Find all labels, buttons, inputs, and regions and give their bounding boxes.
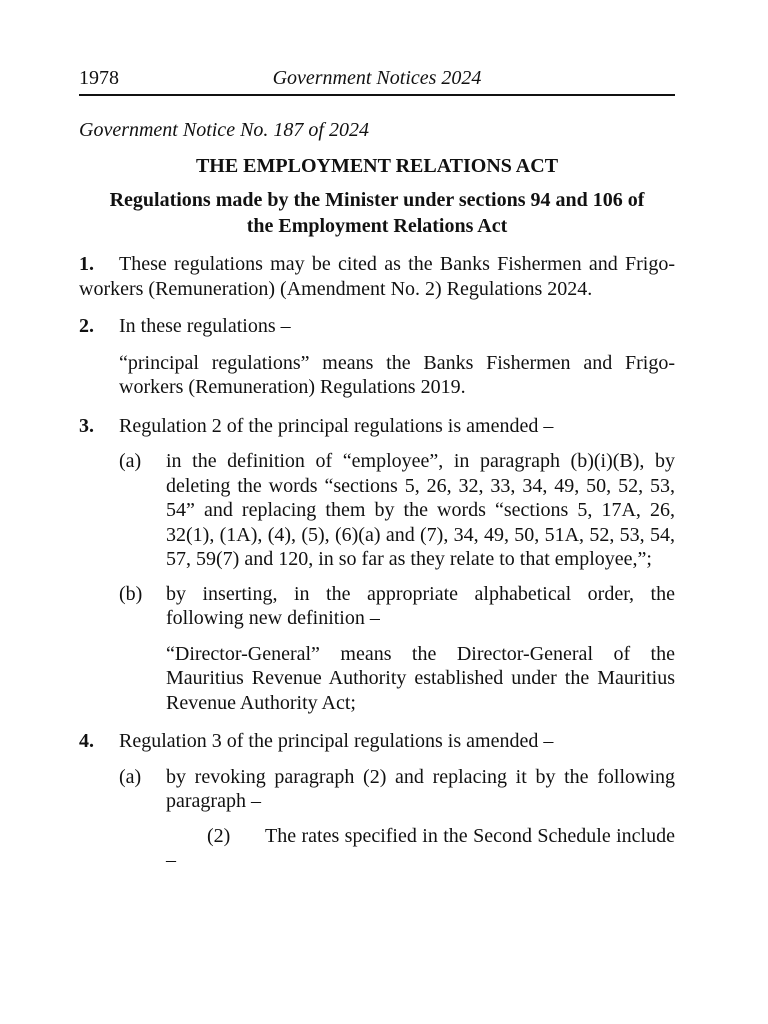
section-4-text: Regulation 3 of the principal regulations is amended – [119, 730, 554, 752]
section-3 [79, 414, 675, 439]
running-title: Government Notices 2024 [272, 67, 482, 89]
section-3-paragraph-a-label: (a) [119, 450, 142, 472]
section-4-subparagraph-2-label: (2) [207, 824, 231, 847]
notice-number: Government Notice No. 187 of 2024 [79, 119, 369, 141]
section-2-text: In these regulations – [119, 315, 291, 337]
page-header [79, 64, 675, 96]
document-page [79, 64, 675, 873]
section-1 [79, 252, 675, 301]
act-title: THE EMPLOYMENT RELATIONS ACT [195, 154, 559, 177]
regulations-title-line-1: Regulations made by the Minister under sections 94 and 106 of [109, 189, 645, 211]
section-1-text: These regulations may be cited as the Banks Fishermen and Frigo-workers (Remuneration) (Amendment No. 2) Regulations 2024. [79, 253, 675, 300]
section-3-paragraph-b-label: (b) [119, 582, 143, 605]
regulations-title [79, 187, 675, 239]
section-4-paragraph-a-text: by revoking paragraph (2) and replacing it by the following paragraph – [166, 765, 675, 812]
section-3-number: 3. [79, 414, 94, 437]
section-2-number: 2. [79, 315, 94, 337]
section-3-paragraph-b-definition: “Director-General” means the Director-General of the Mauritius Revenue Authority established under the Mauritius Revenue Authority Act; [166, 642, 675, 714]
section-4-paragraph-a-label: (a) [119, 765, 142, 788]
regulations-title-line-2: the Employment Relations Act [246, 215, 508, 237]
section-4-number: 4. [79, 730, 94, 752]
section-3-text: Regulation 2 of the principal regulations is amended – [119, 414, 554, 437]
section-3-paragraph-a [79, 449, 675, 572]
section-4 [79, 729, 675, 754]
page-number: 1978 [79, 67, 119, 89]
section-2 [79, 314, 675, 339]
section-2-definition: “principal regulations” means the Banks Fishermen and Frigo-workers (Remuneration) Regulations 2019. [119, 351, 675, 398]
section-4-subparagraph-2 [79, 824, 675, 873]
section-1-number: 1. [79, 253, 94, 275]
section-4-subparagraph-2-text: The rates specified in the Second Schedule include – [166, 824, 675, 871]
section-3-paragraph-b [79, 582, 675, 631]
section-3-paragraph-b-text: by inserting, in the appropriate alphabetical order, the following new definition – [166, 582, 675, 629]
section-3-paragraph-a-text: in the definition of “employee”, in paragraph (b)(i)(B), by deleting the words “sections 5, 26, 32, 33, 34, 49, 50, 52, 53, 54” and replacing them by the words “sections 5, 17A, 26, 32(1), (1A), (4), (5), (6)(a) and (7), 34, 49, 50, 51A, 52, 53, 54, 57, 59(7) and 120, in so far as they relate to that employee,”; [166, 450, 675, 570]
section-4-paragraph-a [79, 765, 675, 814]
